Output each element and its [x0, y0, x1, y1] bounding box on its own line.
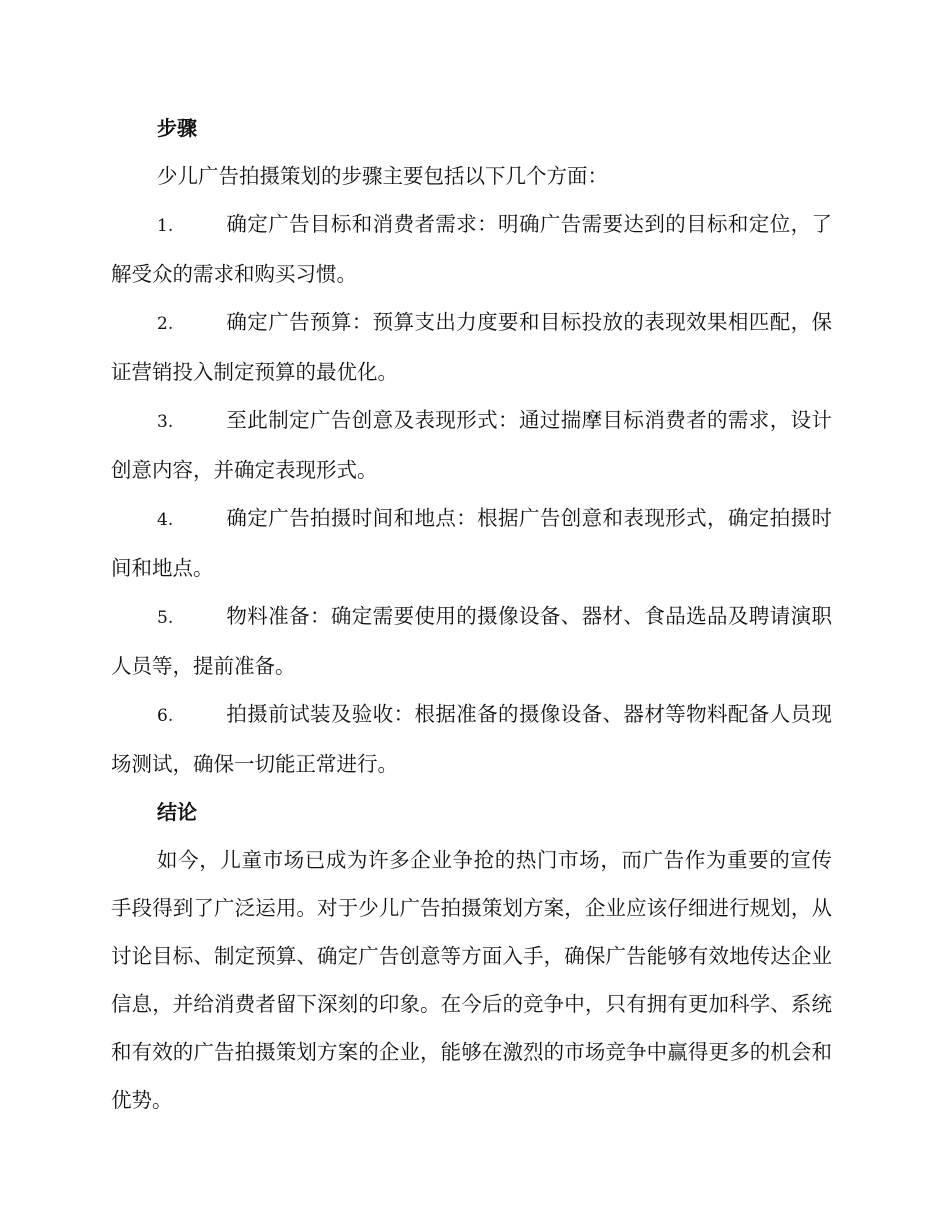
list-item-text: 确定广告拍摄时间和地点：根据广告创意和表现形式，确定拍摄时间和地点。: [111, 506, 832, 580]
list-item-text: 确定广告目标和消费者需求：明确广告需要达到的目标和定位，了解受众的需求和购买习惯。: [111, 212, 832, 286]
steps-heading: 步骤: [157, 116, 197, 140]
conclusion-body: 如今，儿童市场已成为许多企业争抢的热门市场，而广告作为重要的宣传手段得到了广泛运用。对于少儿广告拍摄策划方案，企业应该仔细进行规划，从讨论目标、制定预算、确定广告创意等方面入手，确保广告能够有效地传达企业信息，并给消费者留下深刻的印象。在今后的竞争中，只有拥有更加科学、系统和有效的广告拍摄策划方案的企业，能够在激烈的市场竞争中赢得更多的机会和优势。: [111, 848, 832, 1112]
list-item: [111, 494, 832, 592]
list-item: [111, 592, 832, 690]
list-item-number: 5.: [157, 608, 174, 628]
list-item-text: 确定广告预算：预算支出力度要和目标投放的表现效果相匹配，保证营销投入制定预算的最优化。: [111, 310, 832, 384]
list-item-text: 至此制定广告创意及表现形式：通过揣摩目标消费者的需求，设计创意内容，并确定表现形式。: [111, 408, 832, 482]
conclusion-heading: 结论: [157, 800, 197, 824]
list-item-number: 3.: [157, 412, 174, 432]
list-item: [111, 396, 832, 494]
list-item-number: 4.: [157, 510, 174, 530]
list-item-number: 2.: [157, 314, 174, 334]
list-item: [111, 200, 832, 298]
list-item-text: 物料准备：确定需要使用的摄像设备、器材、食品选品及聘请演职人员等，提前准备。: [111, 604, 832, 678]
list-item: [111, 690, 832, 788]
list-item: [111, 298, 832, 396]
list-item-number: 6.: [157, 706, 174, 726]
list-item-number: 1.: [157, 216, 174, 236]
steps-list: [111, 200, 832, 788]
steps-intro: 少儿广告拍摄策划的步骤主要包括以下几个方面：: [157, 164, 608, 188]
list-item-text: 拍摄前试装及验收：根据准备的摄像设备、器材等物料配备人员现场测试，确保一切能正常进行。: [111, 702, 832, 776]
